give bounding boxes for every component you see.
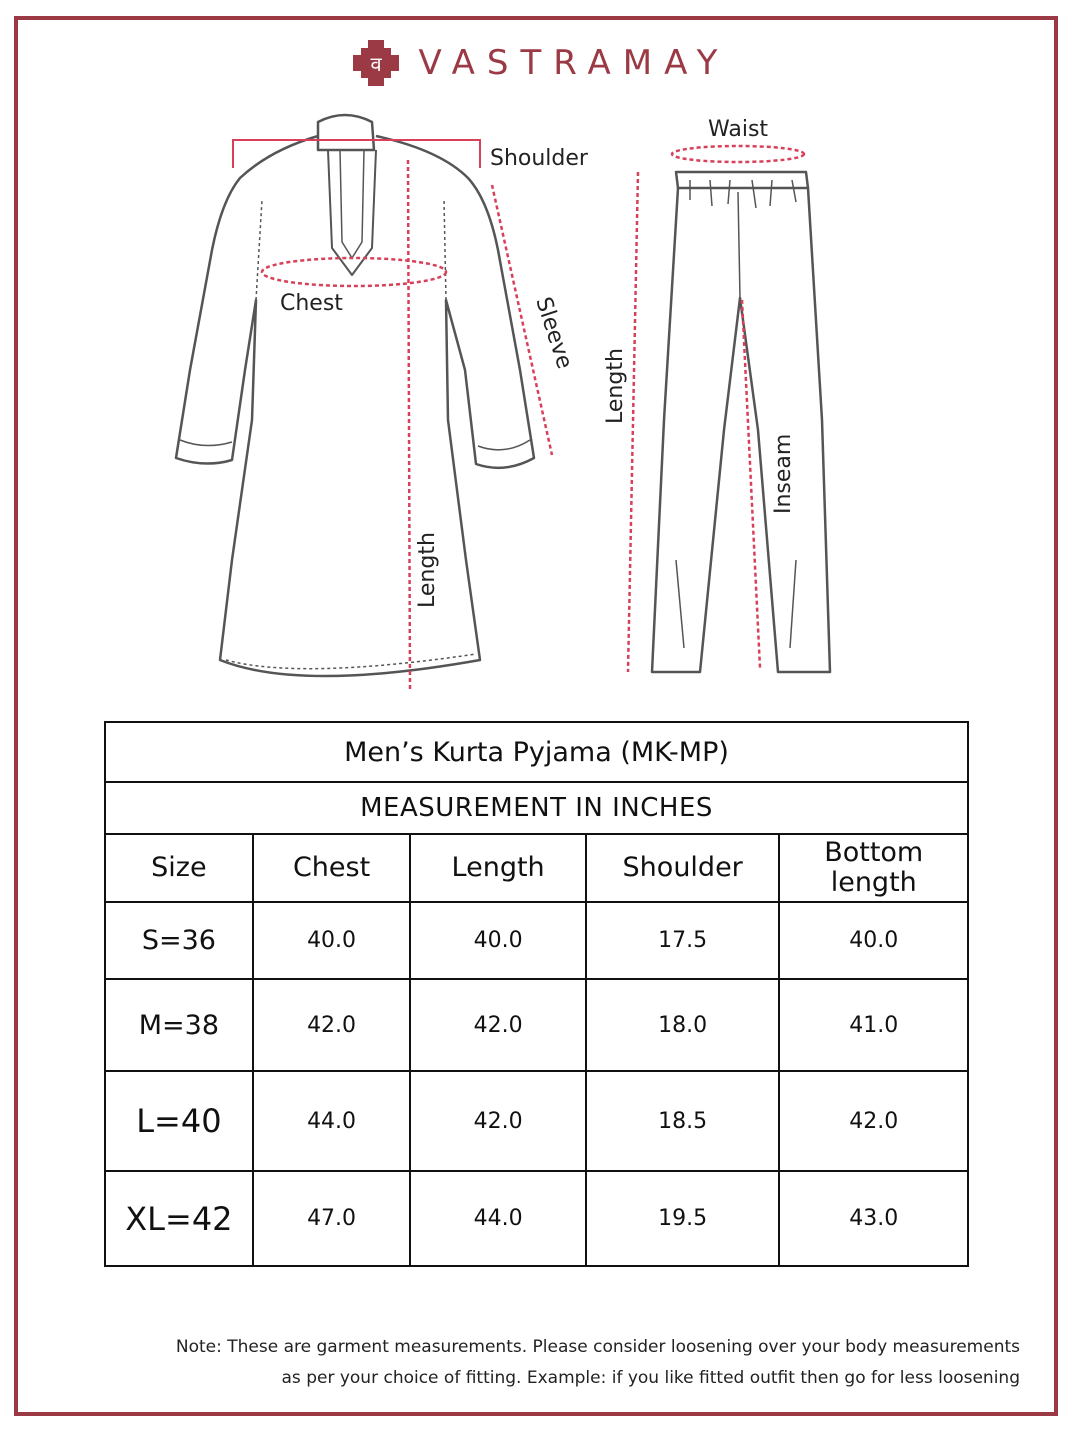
cell-shoulder: 18.5: [586, 1071, 780, 1171]
header-size: Size: [105, 834, 253, 902]
brand-name: VASTRAMAY: [418, 43, 730, 83]
cell-shoulder: 18.0: [586, 979, 780, 1071]
header-length: Length: [410, 834, 586, 902]
size-chart-table: [104, 721, 969, 1267]
label-shoulder: Shoulder: [490, 146, 588, 171]
pyjama-measure-lines: [628, 146, 804, 672]
cell-chest: 47.0: [253, 1171, 411, 1266]
cell-length: 44.0: [410, 1171, 586, 1266]
cell-size: M=38: [105, 979, 253, 1071]
cell-bottom-length: 42.0: [779, 1071, 968, 1171]
table-subtitle: MEASUREMENT IN INCHES: [105, 782, 968, 834]
label-inseam: Inseam: [771, 433, 796, 514]
cell-shoulder: 17.5: [586, 902, 780, 979]
cell-bottom-length: 43.0: [779, 1171, 968, 1266]
header-chest: Chest: [253, 834, 411, 902]
table-row: [105, 1071, 968, 1171]
label-waist: Waist: [708, 117, 769, 142]
note-line-1: Note: These are garment measurements. Please consider loosening over your body measurements: [175, 1337, 1020, 1357]
table-header-row: [105, 834, 968, 902]
header-bottom-length: Bottom length: [779, 834, 968, 902]
kurta-labels: [280, 146, 589, 608]
cell-chest: 40.0: [253, 902, 411, 979]
label-kurta-length: Length: [415, 532, 440, 608]
cell-size: L=40: [105, 1071, 253, 1171]
garment-illustration: [0, 100, 1080, 710]
fitting-note: [40, 1332, 1020, 1394]
pyjama-outline: [652, 172, 830, 672]
kurta-measure-lines: [233, 140, 552, 690]
cell-length: 42.0: [410, 1071, 586, 1171]
cell-size: S=36: [105, 902, 253, 979]
header-shoulder: Shoulder: [586, 834, 780, 902]
brand-mark-letter: व: [369, 52, 382, 76]
label-pyjama-length: Length: [603, 348, 628, 424]
cell-bottom-length: 41.0: [779, 979, 968, 1071]
kurta-outline: [176, 115, 534, 676]
table-row: [105, 979, 968, 1071]
cell-bottom-length: 40.0: [779, 902, 968, 979]
cell-chest: 44.0: [253, 1071, 411, 1171]
brand-logo: [0, 38, 1080, 88]
cell-chest: 42.0: [253, 979, 411, 1071]
measurement-diagram: [0, 100, 1080, 710]
cell-size: XL=42: [105, 1171, 253, 1266]
label-chest: Chest: [280, 291, 343, 316]
cell-length: 40.0: [410, 902, 586, 979]
cell-length: 42.0: [410, 979, 586, 1071]
table-row: [105, 1171, 968, 1266]
table-subtitle-row: [105, 782, 968, 834]
label-sleeve: Sleeve: [530, 294, 577, 372]
brand-mark-icon: [351, 38, 401, 88]
note-line-2: as per your choice of fitting. Example: if you like fitted outfit then go for less loosening: [281, 1368, 1020, 1388]
table-title-row: [105, 722, 968, 782]
table-row: [105, 902, 968, 979]
cell-shoulder: 19.5: [586, 1171, 780, 1266]
table-title: Men’s Kurta Pyjama (MK-MP): [105, 722, 968, 782]
